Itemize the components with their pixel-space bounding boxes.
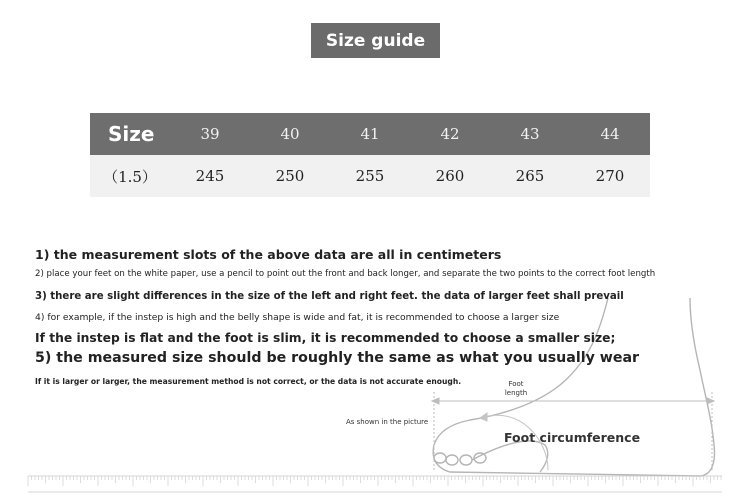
ruler-icon [28, 476, 722, 492]
note-6: 5) the measured size should be roughly the same as what you usually wear [35, 350, 640, 366]
size-cell: 44 [570, 113, 650, 155]
size-cell: 43 [490, 113, 570, 155]
note-2: 2) place your feet on the white paper, use a pencil to point out the front and back longer, and separate the two points to the correct foot length [35, 269, 656, 279]
length-cell: 245 [170, 155, 250, 197]
note-5: If the instep is flat and the foot is slim, it is recommended to choose a smaller size; [35, 331, 616, 345]
foot-length-label-line2: length [504, 389, 528, 397]
note-1: 1) the measurement slots of the above data are all in centimeters [35, 247, 502, 262]
foot-outline-icon [433, 298, 714, 476]
note-7: If it is larger or larger, the measurement method is not correct, or the data is not accurate enough. [35, 377, 462, 386]
note-4: 4) for example, if the instep is high and the belly shape is wide and fat, it is recommended to choose a larger size [35, 312, 560, 323]
length-cell: 265 [490, 155, 570, 197]
length-cell: 255 [330, 155, 410, 197]
length-cell: 260 [410, 155, 490, 197]
size-header-label: Size [90, 113, 170, 155]
size-cell: 39 [170, 113, 250, 155]
size-cell: 40 [250, 113, 330, 155]
note-3: 3) there are slight differences in the size of the left and right feet. the data of larger feet shall prevail [35, 291, 624, 302]
foot-circumference-label: Foot circumference [504, 430, 641, 445]
foot-length-label-line1: Foot [508, 380, 524, 388]
length-cell: 270 [570, 155, 650, 197]
foot-length-label [492, 380, 540, 398]
size-cell: 41 [330, 113, 410, 155]
size-cell: 42 [410, 113, 490, 155]
length-cell: 250 [250, 155, 330, 197]
length-row-label: （1.5） [90, 155, 170, 197]
ruler-ticks [28, 476, 721, 486]
size-guide-title: Size guide [311, 23, 440, 58]
as-shown-label: As shown in the picture [346, 418, 429, 426]
